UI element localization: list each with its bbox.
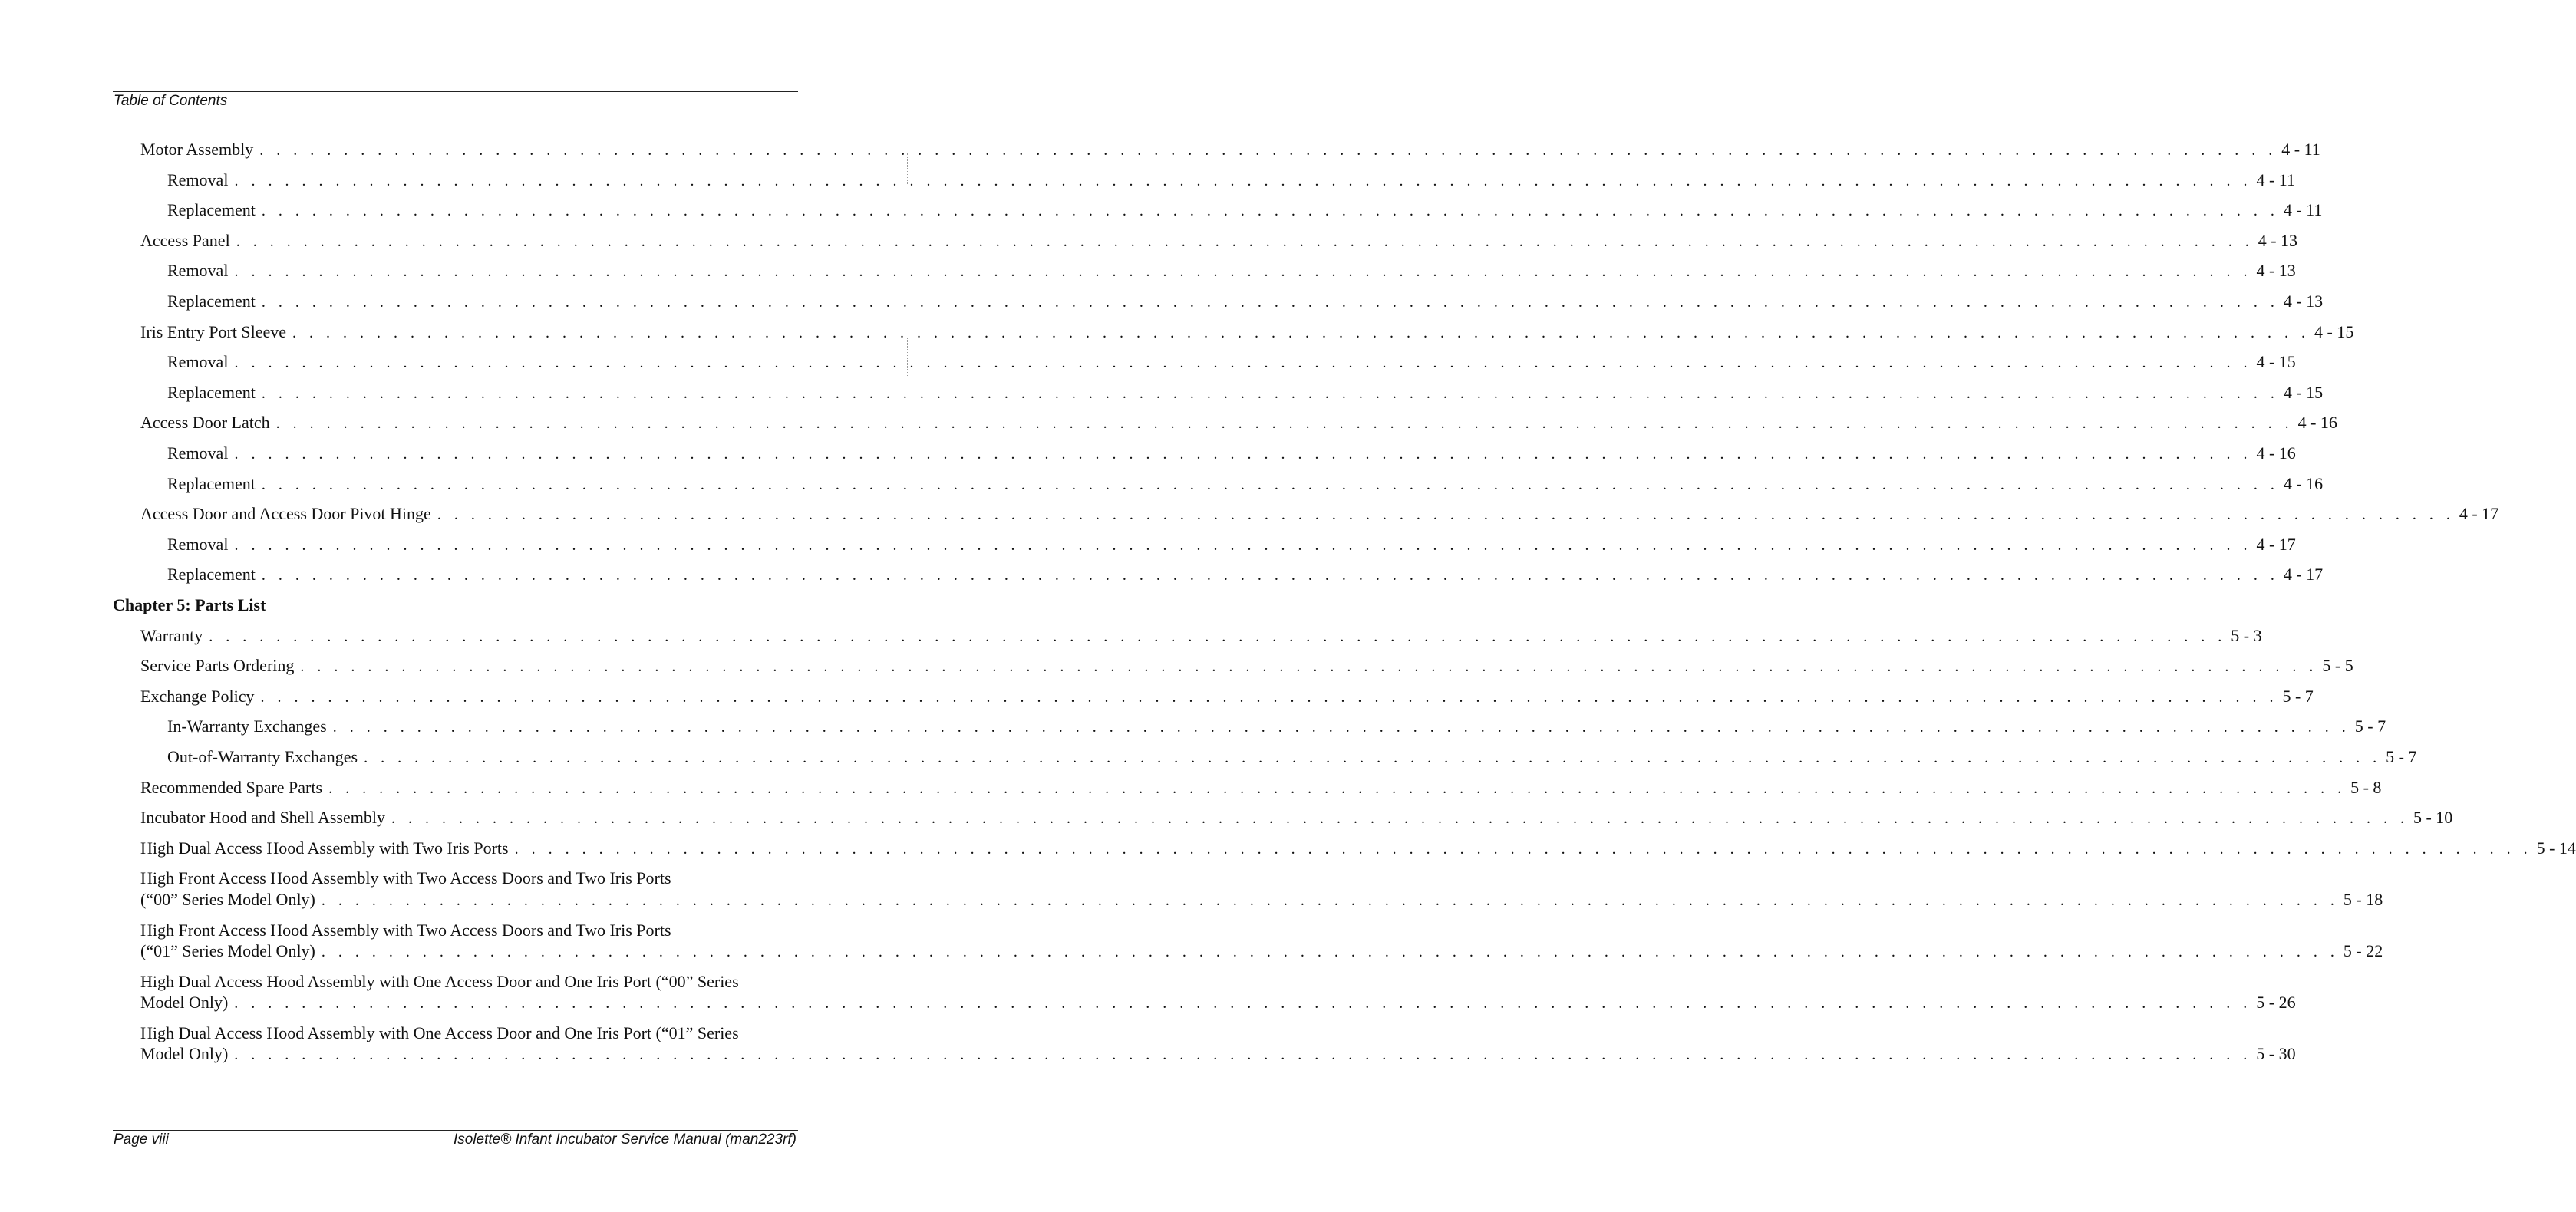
dot-leader: . . . . . . . . . . . . . . . . . . . . . . . . . . . . . . . . . . . . . . . . . . . . . . . . . . . . . . . . . . . . . . . . . . . . . . . . . . . . . . . . . . . . . . . . . . . . . . . . . . . . . . . . . . . . . . . . . . . . . . . . [437,506,2455,524]
toc-entry[interactable] [140,806,2453,829]
toc-entry[interactable] [167,473,2324,496]
toc-entry-label: Removal [167,261,229,281]
toc-entry-label: Removal [167,170,229,189]
toc-entry[interactable] [140,940,2383,963]
dot-leader: . . . . . . . . . . . . . . . . . . . . . . . . . . . . . . . . . . . . . . . . . . . . . . . . . . . . . . . . . . . . . . . . . . . . . . . . . . . . . . . . . . . . . . . . . . . . . . . . . . . . . . . . . . . . . . . . . . . . . . . . [260,688,2278,706]
toc-entry-page: 5 - 22 [2343,941,2383,960]
toc-entry-label: Replacement [167,291,256,311]
toc-entry-label: Removal [167,443,229,463]
toc-entry-label: Model Only) [140,1044,229,1064]
dot-leader: . . . . . . . . . . . . . . . . . . . . . . . . . . . . . . . . . . . . . . . . . . . . . . . . . . . . . . . . . . . . . . . . . . . . . . . . . . . . . . . . . . . . . . . . . . . . . . . . . . . . . . . . . . . . . . . . . . . . . . . . [321,891,2339,909]
toc-entry[interactable] [140,1042,2296,1065]
toc-entry-label: Warranty [140,625,203,645]
footer-rule [113,1130,798,1131]
toc-entry[interactable] [140,991,2296,1014]
toc-entry-page: 4 - 11 [2283,200,2323,220]
toc-entry-page: 5 - 7 [2354,716,2386,736]
dot-leader: . . . . . . . . . . . . . . . . . . . . . . . . . . . . . . . . . . . . . . . . . . . . . . . . . . . . . . . . . . . . . . . . . . . . . . . . . . . . . . . . . . . . . . . . . . . . . . . . . . . . . . . . . . . . . . . . . . . . . . . . [391,810,2409,828]
toc-entry[interactable] [167,533,2296,556]
toc-entry-page: 5 - 10 [2413,808,2453,828]
toc-entry-page: 5 - 18 [2343,889,2383,909]
toc-entry[interactable] [140,776,2382,799]
dot-leader: . . . . . . . . . . . . . . . . . . . . . . . . . . . . . . . . . . . . . . . . . . . . . . . . . . . . . . . . . . . . . . . . . . . . . . . . . . . . . . . . . . . . . . . . . . . . . . . . . . . . . . . . . . . . . . . . . . . . . . . . [259,142,2278,159]
toc-entry[interactable] [167,715,2386,738]
toc-entry[interactable] [140,685,2314,708]
toc-entry[interactable] [140,321,2354,344]
toc-entry-label-line1: High Dual Access Hood Assembly with One Access Door and One Iris Port (“01” Series [140,1023,739,1042]
toc-entry-page: 5 - 7 [2386,747,2417,766]
dot-leader: . . . . . . . . . . . . . . . . . . . . . . . . . . . . . . . . . . . . . . . . . . . . . . . . . . . . . . . . . . . . . . . . . . . . . . . . . . . . . . . . . . . . . . . . . . . . . . . . . . . . . . . . . . . . . . . . . . . . . . . . [234,446,2252,463]
toc-entry-label: (“00” Series Model Only) [140,889,315,909]
toc-entry[interactable] [140,888,2383,911]
dot-leader: . . . . . . . . . . . . . . . . . . . . . . . . . . . . . . . . . . . . . . . . . . . . . . . . . . . . . . . . . . . . . . . . . . . . . . . . . . . . . . . . . . . . . . . . . . . . . . . . . . . . . . . . . . . . . . . . . . . . . . . . [234,172,2252,189]
toc-entry-label: Recommended Spare Parts [140,777,323,797]
toc-entry-page: 4 - 11 [2256,170,2295,189]
dot-leader: . . . . . . . . . . . . . . . . . . . . . . . . . . . . . . . . . . . . . . . . . . . . . . . . . . . . . . . . . . . . . . . . . . . . . . . . . . . . . . . . . . . . . . . . . . . . . . . . . . . . . . . . . . . . . . . . . . . . . . . . [328,779,2347,797]
toc-entry[interactable] [167,351,2296,374]
toc-entry[interactable] [140,654,2353,677]
dot-leader: . . . . . . . . . . . . . . . . . . . . . . . . . . . . . . . . . . . . . . . . . . . . . . . . . . . . . . . . . . . . . . . . . . . . . . . . . . . . . . . . . . . . . . . . . . . . . . . . . . . . . . . . . . . . . . . . . . . . . . . . [300,658,2318,676]
toc-entry-page: 4 - 17 [2459,504,2499,524]
toc-entry-label-line1: High Front Access Hood Assembly with Two Access Doors and Two Iris Ports [140,920,671,940]
dot-leader: . . . . . . . . . . . . . . . . . . . . . . . . . . . . . . . . . . . . . . . . . . . . . . . . . . . . . . . . . . . . . . . . . . . . . . . . . . . . . . . . . . . . . . . . . . . . . . . . . . . . . . . . . . . . . . . . . . . . . . . . [209,627,2227,645]
toc-entry-label: Chapter 5: Parts List [113,595,266,614]
toc-entry[interactable] [167,259,2296,282]
toc-entry[interactable] [140,229,2298,252]
scan-mark [907,153,908,184]
toc-entry-label: Service Parts Ordering [140,656,295,676]
toc-entry-page: 4 - 13 [2256,261,2296,281]
toc-entry-label: Access Panel [140,230,230,250]
dot-leader: . . . . . . . . . . . . . . . . . . . . . . . . . . . . . . . . . . . . . . . . . . . . . . . . . . . . . . . . . . . . . . . . . . . . . . . . . . . . . . . . . . . . . . . . . . . . . . . . . . . . . . . . . . . . . . . . . . . . . . . . [234,1046,2252,1064]
toc-entry[interactable] [140,411,2337,434]
dot-leader: . . . . . . . . . . . . . . . . . . . . . . . . . . . . . . . . . . . . . . . . . . . . . . . . . . . . . . . . . . . . . . . . . . . . . . . . . . . . . . . . . . . . . . . . . . . . . . . . . . . . . . . . . . . . . . . . . . . . . . . . [261,476,2279,493]
toc-entry-label: Replacement [167,382,256,402]
chapter-heading[interactable] [113,594,767,617]
dot-leader: . . . . . . . . . . . . . . . . . . . . . . . . . . . . . . . . . . . . . . . . . . . . . . . . . . . . . . . . . . . . . . . . . . . . . . . . . . . . . . . . . . . . . . . . . . . . . . . . . . . . . . . . . . . . . . . . . . . . . . . . [332,719,2350,736]
toc-entry-page: 4 - 15 [2314,321,2354,341]
toc-entry[interactable] [140,837,2576,860]
dot-leader: . . . . . . . . . . . . . . . . . . . . . . . . . . . . . . . . . . . . . . . . . . . . . . . . . . . . . . . . . . . . . . . . . . . . . . . . . . . . . . . . . . . . . . . . . . . . . . . . . . . . . . . . . . . . . . . . . . . . . . . . [321,944,2339,960]
running-header: Table of Contents [114,93,228,109]
toc-entry-page: 4 - 17 [2283,565,2324,585]
toc-entry-label: Removal [167,534,229,554]
dot-leader: . . . . . . . . . . . . . . . . . . . . . . . . . . . . . . . . . . . . . . . . . . . . . . . . . . . . . . . . . . . . . . . . . . . . . . . . . . . . . . . . . . . . . . . . . . . . . . . . . . . . . . . . . . . . . . . . . . . . . . . . [261,567,2279,585]
toc-entry[interactable] [140,502,2499,525]
toc-entry-page: 4 - 16 [2256,443,2296,463]
toc-entry-page: 5 - 14 [2536,838,2576,858]
toc-entry-label-line1: High Front Access Hood Assembly with Two Access Doors and Two Iris Ports [140,868,671,888]
dot-leader: . . . . . . . . . . . . . . . . . . . . . . . . . . . . . . . . . . . . . . . . . . . . . . . . . . . . . . . . . . . . . . . . . . . . . . . . . . . . . . . . . . . . . . . . . . . . . . . . . . . . . . . . . . . . . . . . . . . . . . . . [292,324,2310,341]
toc-entry-page: 5 - 8 [2350,777,2382,797]
dot-leader: . . . . . . . . . . . . . . . . . . . . . . . . . . . . . . . . . . . . . . . . . . . . . . . . . . . . . . . . . . . . . . . . . . . . . . . . . . . . . . . . . . . . . . . . . . . . . . . . . . . . . . . . . . . . . . . . . . . . . . . . [236,232,2254,250]
toc-entry-label: Incubator Hood and Shell Assembly [140,808,385,828]
toc-entry-label: Removal [167,352,229,372]
toc-entry-page: 5 - 5 [2322,656,2353,676]
toc-entry[interactable] [167,199,2323,222]
dot-leader: . . . . . . . . . . . . . . . . . . . . . . . . . . . . . . . . . . . . . . . . . . . . . . . . . . . . . . . . . . . . . . . . . . . . . . . . . . . . . . . . . . . . . . . . . . . . . . . . . . . . . . . . . . . . . . . . . . . . . . . . [234,995,2252,1013]
dot-leader: . . . . . . . . . . . . . . . . . . . . . . . . . . . . . . . . . . . . . . . . . . . . . . . . . . . . . . . . . . . . . . . . . . . . . . . . . . . . . . . . . . . . . . . . . . . . . . . . . . . . . . . . . . . . . . . . . . . . . . . . [275,415,2294,433]
toc-entry-page: 4 - 11 [2281,140,2320,159]
dot-leader: . . . . . . . . . . . . . . . . . . . . . . . . . . . . . . . . . . . . . . . . . . . . . . . . . . . . . . . . . . . . . . . . . . . . . . . . . . . . . . . . . . . . . . . . . . . . . . . . . . . . . . . . . . . . . . . . . . . . . . . . [234,536,2252,554]
toc-entry[interactable] [167,169,2295,192]
toc-entry[interactable] [167,290,2324,313]
toc-entry-page: 5 - 3 [2231,625,2262,645]
toc-entry-page: 4 - 16 [2297,413,2337,433]
toc-entry-label: Motor Assembly [140,140,254,159]
toc-entry-page: 5 - 7 [2282,686,2314,706]
toc-entry-page: 4 - 17 [2256,534,2296,554]
dot-leader: . . . . . . . . . . . . . . . . . . . . . . . . . . . . . . . . . . . . . . . . . . . . . . . . . . . . . . . . . . . . . . . . . . . . . . . . . . . . . . . . . . . . . . . . . . . . . . . . . . . . . . . . . . . . . . . . . . . . . . . . [234,354,2252,372]
toc-entry-page: 4 - 16 [2283,473,2324,493]
toc-entry-label: Out-of-Warranty Exchanges [167,747,358,766]
dot-leader: . . . . . . . . . . . . . . . . . . . . . . . . . . . . . . . . . . . . . . . . . . . . . . . . . . . . . . . . . . . . . . . . . . . . . . . . . . . . . . . . . . . . . . . . . . . . . . . . . . . . . . . . . . . . . . . . . . . . . . . . [261,384,2279,402]
toc-entry[interactable] [140,138,2320,161]
toc-entry-label: In-Warranty Exchanges [167,716,327,736]
page-number: Page viii [114,1131,169,1148]
toc-entry-label: Exchange Policy [140,686,255,706]
dot-leader: . . . . . . . . . . . . . . . . . . . . . . . . . . . . . . . . . . . . . . . . . . . . . . . . . . . . . . . . . . . . . . . . . . . . . . . . . . . . . . . . . . . . . . . . . . . . . . . . . . . . . . . . . . . . . . . . . . . . . . . . [234,263,2252,281]
toc-entry[interactable] [167,381,2324,404]
manual-title: Isolette® Infant Incubator Service Manual (man223rf) [453,1131,797,1148]
toc-entry-label: High Dual Access Hood Assembly with Two Iris Ports [140,838,509,858]
toc-entry[interactable] [167,563,2324,586]
dot-leader: . . . . . . . . . . . . . . . . . . . . . . . . . . . . . . . . . . . . . . . . . . . . . . . . . . . . . . . . . . . . . . . . . . . . . . . . . . . . . . . . . . . . . . . . . . . . . . . . . . . . . . . . . . . . . . . . . . . . . . . . [364,749,2382,766]
toc-entry-page: 4 - 15 [2283,382,2324,402]
toc-entry-page: 4 - 13 [2283,291,2324,311]
toc-entry-label: Access Door Latch [140,413,270,433]
toc-entry-label: Replacement [167,565,256,585]
toc-entry[interactable] [167,746,2417,769]
dot-leader: . . . . . . . . . . . . . . . . . . . . . . . . . . . . . . . . . . . . . . . . . . . . . . . . . . . . . . . . . . . . . . . . . . . . . . . . . . . . . . . . . . . . . . . . . . . . . . . . . . . . . . . . . . . . . . . . . . . . . . . . [261,294,2279,311]
toc-entry-label: Iris Entry Port Sleeve [140,321,287,341]
toc-entry-label: Access Door and Access Door Pivot Hinge [140,504,431,524]
toc-entry-page: 5 - 30 [2256,1044,2296,1064]
toc-entry-label: Replacement [167,200,256,220]
toc-entry-page: 4 - 13 [2258,230,2298,250]
toc-entry-page: 4 - 15 [2256,352,2296,372]
toc-entry-page: 5 - 26 [2256,993,2296,1013]
toc-entry-label: (“01” Series Model Only) [140,941,315,960]
toc-entry-label: Model Only) [140,993,229,1013]
toc-entry-label-line1: High Dual Access Hood Assembly with One Access Door and One Iris Port (“00” Series [140,971,739,991]
toc-entry[interactable] [167,442,2296,465]
scan-mark [907,338,908,376]
toc-entry[interactable] [140,624,2262,647]
dot-leader: . . . . . . . . . . . . . . . . . . . . . . . . . . . . . . . . . . . . . . . . . . . . . . . . . . . . . . . . . . . . . . . . . . . . . . . . . . . . . . . . . . . . . . . . . . . . . . . . . . . . . . . . . . . . . . . . . . . . . . . . [514,840,2532,858]
dot-leader: . . . . . . . . . . . . . . . . . . . . . . . . . . . . . . . . . . . . . . . . . . . . . . . . . . . . . . . . . . . . . . . . . . . . . . . . . . . . . . . . . . . . . . . . . . . . . . . . . . . . . . . . . . . . . . . . . . . . . . . . [261,203,2279,220]
toc-entry-label: Replacement [167,473,256,493]
